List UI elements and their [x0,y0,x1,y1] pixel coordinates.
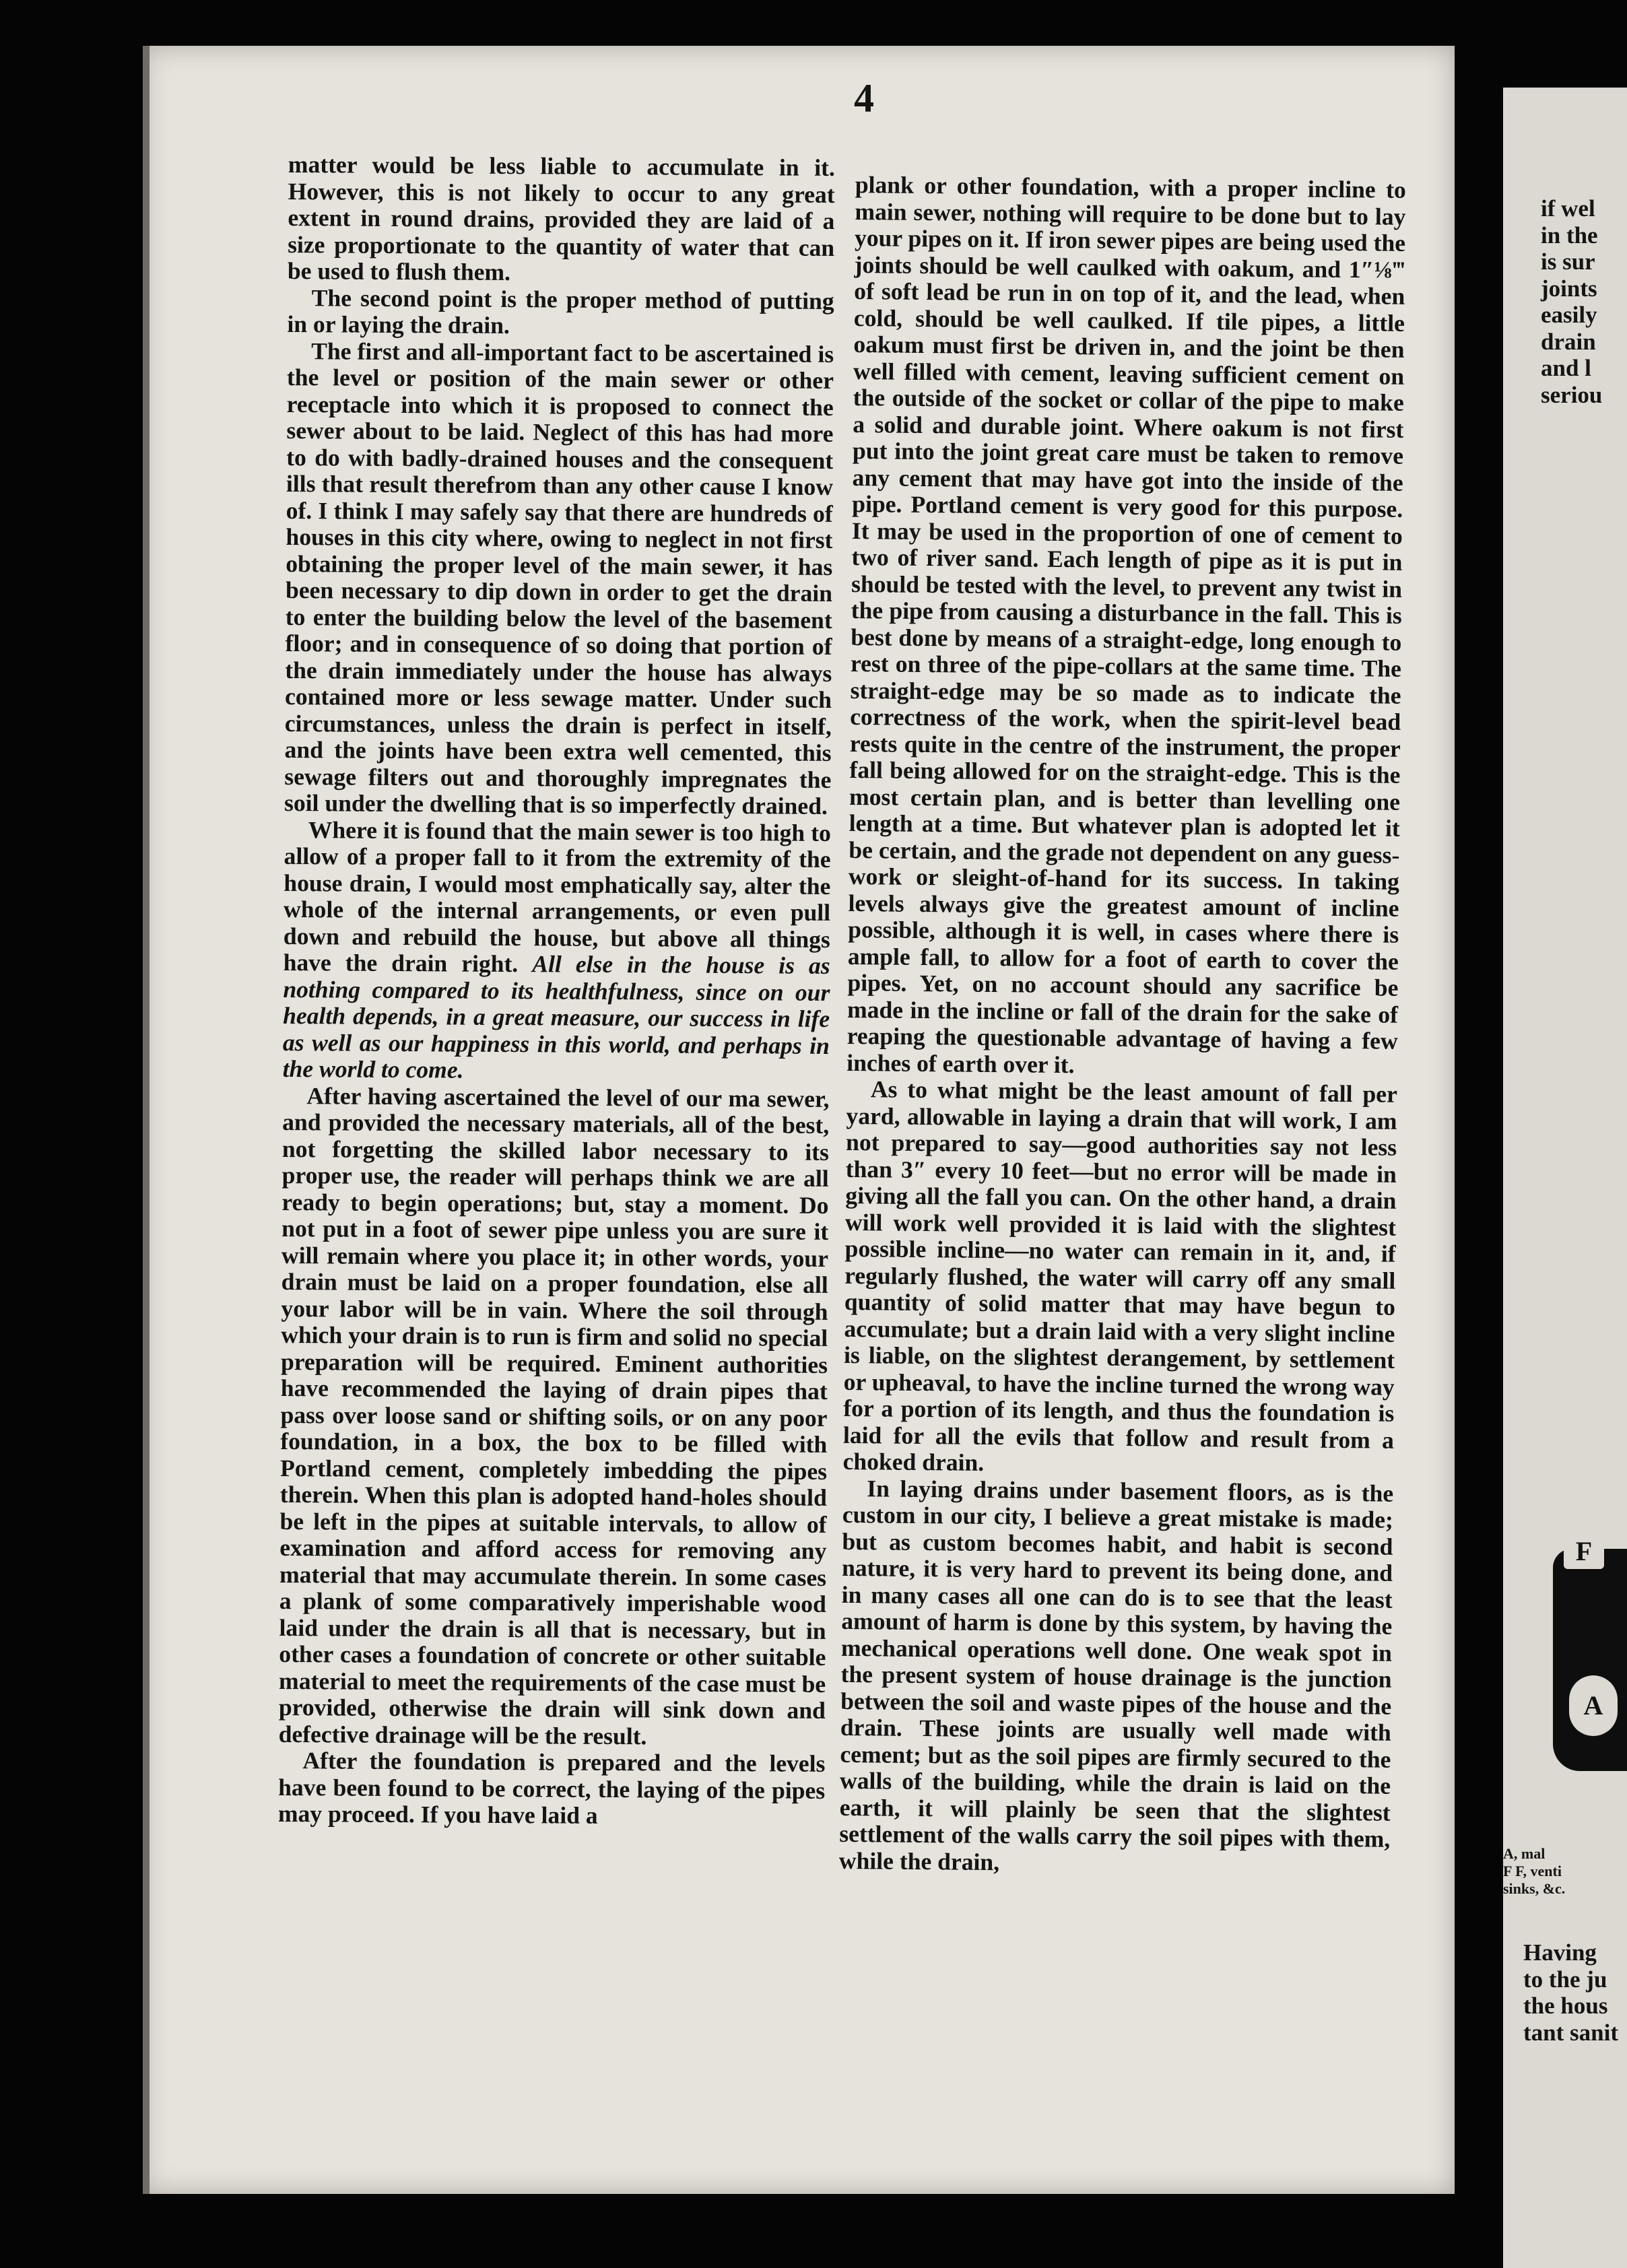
right-paragraph-3: In laying drains under basement floors, as is the custom in our city, I believe a great mistake is made; but as custom becomes habit, and habit is second nature, it is very hard to prevent its being done, and in many cases all one can do is to see that the least amount of harm is done by this system, by having the mechanical operations well done. One weak spot in the present system of house drainage is the junction between the soil and waste pipes of the house and the drain. These joints are usually well made with cement; but as the soil pipes are firmly secured to the walls of the building, while the drain is laid on the earth, it will plainly be seen that the slightest settlement of the walls carry the soil pipes with them, while the drain, [838,1474,1394,1875]
left-paragraph-1: matter would be less liable to accumulate in it. However, this is not likely to occur to any great extent in round drains, provided they are laid of a size proportionate to the quantity of water that can be used to flush them. [287,151,835,286]
page-number: 4 [854,76,874,121]
left-paragraph-4-text: Where it is found that the main sewer is too high to allow of a proper fall to it from the extremity of the house drain, I would most emphatically say, alter the whole of the internal arrangements, or even pull down and rebuild the house, but above all things have the drain right. [283,815,831,978]
left-paragraph-4-italic: All else in the house is as nothing compared to its healthfulness, since on our health depends, in a great measure, our success in life as well as our happiness in this world, and perhaps in the world to come. [282,950,830,1083]
drain-illustration [1553,1549,1627,1771]
right-column [839,172,1406,1879]
right-paragraph-1: plank or other foundation, with a proper incline to main sewer, nothing will require to be done but to lay your pipes on it. If iron sewer pipes are being used the joints should be well caulked with oakum, and 1″⅛‴ of soft lead be run in on top of it, and the lead, when cold, should be well caulked. If tile pipes, a little oakum must first be driven in, and the joint be then well filled with cement, leaving sufficient cement on the outside of the socket or collar of the pipe to make a solid and durable joint. Where oakum is not first put into the joint great care must be taken to remove any cement that may have got into the inside of the pipe. Portland cement is very good for this purpose. It may be used in the proportion of one of cement to two of river sand. Each length of pipe as it is put in should be tested with the level, to prevent any twist in the pipe from causing a disturbance in the fall. This is best done by means of a straight-edge, long enough to rest on three of the pipe-collars at the same time. The straight-edge may be so made as to indicate the correctness of the work, when the spirit-level bead rests quite in the centre of the instrument, the proper fall being allowed for on the straight-edge. This is the most certain plan, and is better than levelling one length at a time. But whatever plan is adopted let it be certain, and the grade not dependent on any guess-work or sleight-of-hand for its success. In taking levels always give the greatest amount of incline possible, although it is well, in cases where there is ample fall, to allow for a foot of earth to cover the pipes. Yet, on no account should any sacrifice be made in the incline or fall of the drain for the sake of reaping the questionable advantage of having a few inches of earth over it. [846,171,1406,1078]
right-paragraph-2: As to what might be the least amount of fall per yard, allowable in laying a drain that will work, I am not prepared to say—good authorities say not less than 3″ every 10 feet—but no error will be made in giving all the fall you can. On the other hand, a drain will work well provided it is laid with the slightest possible incline—no water can remain in it, and, if regularly flushed, the water will carry off any small quantity of solid matter that may have begun to accumulate; but a drain laid with a very slight incline is liable, on the slightest derangement, by settlement or upheaval, to have the incline turned the wrong way for a portion of its length, and thus the foundation is laid for all the evils that follow and result from a choked drain. [842,1075,1398,1476]
page-shadow-edge [143,46,150,2194]
left-column [278,152,835,1830]
next-page-caption-fragment: A, mal F F, venti sinks, &c. [1503,1845,1566,1897]
next-page-bottom-fragment: Having to the ju the hous tant sanit [1523,1939,1618,2046]
left-paragraph-3: The first and all-important fact to be ascertained is the level or position of the main sewer or other receptacle into which it is proposed to connect the sewer about to be laid. Neglect of this has had more to do with badly-drained houses and the consequent ills that result therefrom than any other cause I know of. I think I may safely say that there are hundreds of houses in this city where, owing to neglect in not first obtaining the proper level of the main sewer, it has been necessary to dip down in order to get the drain to enter the building below the level of the basement floor; and in consequence of so doing that portion of the drain immediately under the house has always contained more or less sewage matter. Under such circumstances, unless the drain is perfect in itself, and the joints have been extra well cemented, this sewage filters out and thoroughly impregnates the soil under the dwelling that is so imperfectly drained. [284,337,834,820]
left-paragraph-2: The second point is the proper method of putting in or laying the drain. [287,284,834,339]
left-paragraph-4 [283,816,831,1086]
illustration-letter-a: A [1569,1675,1618,1736]
next-page-top-fragment: if wel in the is sur joints easily drain and l seriou [1541,195,1603,408]
left-paragraph-5: After having ascertained the level of our ma sewer, and provided the necessary materials, all of the best, not forgetting the skilled labor necessary to its proper use, the reader will perhaps think we are all ready to begin operations; but, stay a moment. Do not put in a foot of sewer pipe unless you are sure it will remain where you place it; in other words, your drain must be laid on a proper foundation, else all your labor will be in vain. Where the soil through which your drain is to run is firm and solid no special preparation will be required. Eminent authorities have recommended the laying of drain pipes that pass over loose sand or shifting soils, or on any poor foundation, in a box, the box to be filled with Portland cement, completely imbedding the pipes therein. When this plan is adopted hand-holes should be left in the pipes at suitable intervals, to allow of examination and afford access for removing any material that may accumulate therein. In some cases a plank of some comparatively imperishable wood laid under the drain is all that is necessary, but in other cases a foundation of concrete or other suitable material to meet the requirements of the case must be provided, otherwise the drain will sink down and defective drainage will be the result. [278,1081,830,1749]
illustration-letter-f: F [1564,1534,1604,1569]
left-paragraph-6: After the foundation is prepared and the levels have been found to be correct, the laying of the pipes may proceed. If you have laid a [277,1747,826,1829]
